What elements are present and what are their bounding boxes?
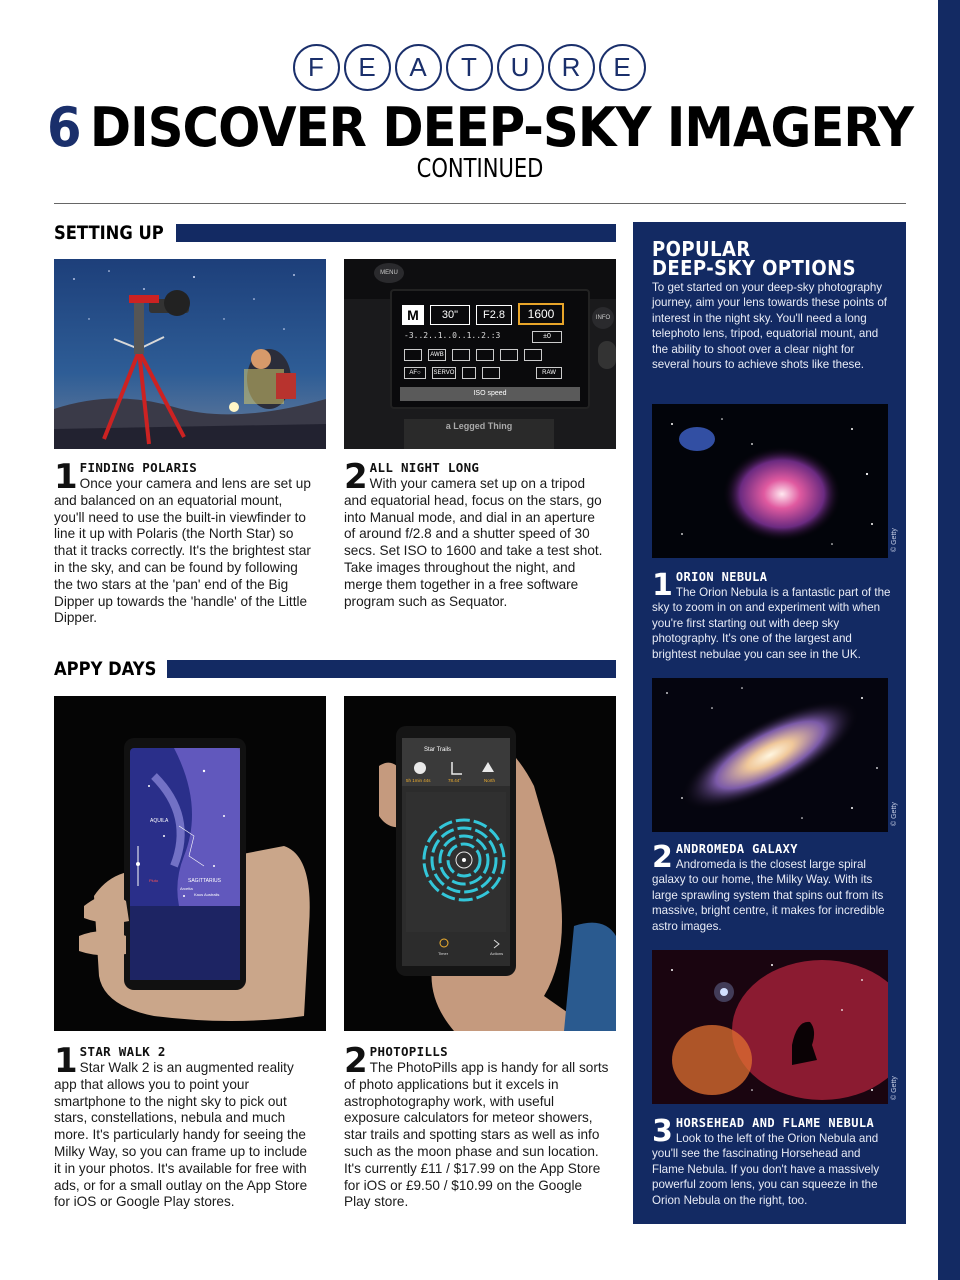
sidebar-title xyxy=(652,237,868,280)
item-title: ORION NEBULA xyxy=(675,570,768,584)
camera-aperture: F2.8 xyxy=(476,305,512,325)
item-title: ANDROMEDA GALAXY xyxy=(675,842,798,856)
photo-star-walk-phone xyxy=(54,696,326,1031)
camera-raw: RAW xyxy=(536,367,562,379)
photo-photopills-phone xyxy=(344,696,616,1031)
feature-letter: A xyxy=(395,44,442,91)
photopills-title: Star Trails xyxy=(424,747,452,753)
camera-lcd-screen xyxy=(390,289,590,409)
item-body: Andromeda is the closest large spiral galaxy to our home, the Milky Way. With its large sprawling system that spins out from its massive, bright centre, it makes for incredible astro images. xyxy=(652,858,885,933)
image-andromeda-galaxy xyxy=(652,678,888,832)
item-title: PHOTOPILLS xyxy=(369,1044,448,1059)
image-credit: © Getty xyxy=(891,802,898,826)
sidebar-item-horsehead xyxy=(652,1116,892,1208)
item-title: FINDING POLARIS xyxy=(79,460,198,475)
item-body: The PhotoPills app is handy for all sorts of photo applications but it excels in astrophotography work, with useful exposure calculators for meteor showers, star trails and spotting stars as well as info such as the moon phase and sun location. It's currently £11 / $17.99 on the App Store for iOS or £9.50 / $10.99 on the Google Play store. xyxy=(344,1060,609,1210)
photopills-button-actions: Actions xyxy=(490,951,504,956)
starwalk-label-pluto: Pluto xyxy=(149,878,159,883)
camera-awb: AWB xyxy=(428,349,446,361)
photo-polaris-setup xyxy=(54,259,326,449)
sidebar-title-line-1: POPULAR xyxy=(652,237,751,261)
sidebar-deep-sky-options xyxy=(633,222,906,1224)
page-subtitle: CONTINUED xyxy=(416,154,544,184)
camera-exp-comp: ±0 xyxy=(532,331,562,343)
feature-letter: E xyxy=(344,44,391,91)
item-body: Look to the left of the Orion Nebula and you'll see the fascinating Horsehead and Flame Nebula. If you don't have a massively powerful zoom lens, you can squeeze in the Orion Nebula on the right, too. xyxy=(652,1132,880,1207)
item-body: The Orion Nebula is a fantastic part of the sky to zoom in on and experiment with when you're first starting out with deep sky photography. It's one of the largest and brightest nebulae you can see in the UK. xyxy=(652,586,891,661)
item-number: 1 xyxy=(652,568,673,603)
appy-days-item-2 xyxy=(344,1041,610,1211)
image-horsehead-flame-nebula xyxy=(652,950,888,1104)
section-number: 6 xyxy=(46,96,81,159)
item-number: 3 xyxy=(652,1114,673,1149)
section-heading-label: SETTING UP xyxy=(54,222,164,244)
camera-info-button: INFO xyxy=(592,307,614,329)
camera-exposure-scale: -3..2..1..0..1..2.:3 xyxy=(404,331,501,340)
section-heading-bar xyxy=(176,224,616,242)
section-heading-setting-up xyxy=(54,222,616,244)
item-title: ALL NIGHT LONG xyxy=(369,460,480,475)
feature-letter: T xyxy=(446,44,493,91)
camera-servo: SERVO xyxy=(432,367,456,379)
photopills-stat-3: North xyxy=(484,778,496,783)
item-number: 1 xyxy=(54,1041,78,1081)
item-body: Once your camera and lens are set up and balanced on an equatorial mount, you'll need to use the built-in viewfinder to line it up with Polaris (the North Star) so that it tracks correctly. It's the brightest star in the sky, and can be found by following the two stars at the 'pan' end of the Big Dipper up towards the 'handle' of the Little Dipper. xyxy=(54,476,311,626)
item-number: 1 xyxy=(54,457,78,497)
photopills-stat-2: 78.44° xyxy=(448,778,462,783)
camera-mode: M xyxy=(402,305,424,325)
camera-shutter: 30" xyxy=(430,305,470,325)
feature-letter: U xyxy=(497,44,544,91)
image-credit: © Getty xyxy=(891,528,898,552)
camera-bottom-label: ISO speed xyxy=(400,387,580,401)
starwalk-label-kaus: Kaus Australis xyxy=(194,892,220,897)
feature-kicker xyxy=(0,44,938,91)
photopills-button-timer: Timer xyxy=(438,951,449,956)
photopills-stat-1: 5h 1min 44s xyxy=(406,778,431,783)
page-title-text: DISCOVER DEEP-SKY IMAGERY xyxy=(89,96,914,159)
photo-camera-settings xyxy=(344,259,616,449)
sidebar-title-line-2: DEEP-SKY OPTIONS xyxy=(652,256,857,280)
camera-af: AF○ xyxy=(404,367,426,379)
page-title xyxy=(38,96,921,160)
starwalk-label-aquila: AQUILA xyxy=(150,818,169,824)
sidebar-item-andromeda xyxy=(652,842,892,934)
sidebar-intro: To get started on your deep-sky photography journey, aim your lens towards these points of interest in the night sky. You'll need a long telephoto lens, tripod, equatorial mount, and the ability to shoot over a clear night for several hours to achieve shots like these. xyxy=(652,281,887,372)
camera-iso: 1600 xyxy=(518,303,564,325)
feature-letter: R xyxy=(548,44,595,91)
header-divider xyxy=(54,203,906,204)
sidebar-item-orion xyxy=(652,570,892,662)
starwalk-label-sagittarius: SAGITTARIUS xyxy=(188,878,221,884)
starwalk-label-arcetta: Arcetta xyxy=(180,886,193,891)
feature-letter: F xyxy=(293,44,340,91)
item-title: STAR WALK 2 xyxy=(79,1044,166,1059)
item-number: 2 xyxy=(344,1041,368,1081)
section-heading-appy-days xyxy=(54,658,616,680)
section-heading-label: APPY DAYS xyxy=(54,658,157,680)
item-number: 2 xyxy=(652,840,673,875)
feature-letter: E xyxy=(599,44,646,91)
image-credit: © Getty xyxy=(891,1076,898,1100)
item-body: Star Walk 2 is an augmented reality app that allows you to point your smartphone to the night sky to pick out stars, constellations, nebula and much more. It's particularly handy for seeing the Milky Way, so you can frame up to include it in your photos. It's available for free with ads, or for a small outlay on the App Store for iOS or Google Play stores. xyxy=(54,1060,308,1210)
page-edge-bar xyxy=(938,0,960,1280)
item-body: With your camera set up on a tripod and equatorial head, focus on the stars, go into Manual mode, and dial in an aperture of around f/2.8 and a shutter speed of 30 secs. Set ISO to 1600 and take a test shot. Take images throughout the night, and merge them together in a free software program such as Sequator. xyxy=(344,476,603,609)
item-title: HORSEHEAD AND FLAME NEBULA xyxy=(675,1116,875,1130)
image-orion-nebula xyxy=(652,404,888,558)
camera-strap-text: a Legged Thing xyxy=(404,419,554,449)
setting-up-item-2 xyxy=(344,457,606,610)
section-heading-bar xyxy=(167,660,616,678)
camera-menu-button: MENU xyxy=(374,263,404,283)
item-number: 2 xyxy=(344,457,368,497)
appy-days-item-1 xyxy=(54,1041,316,1211)
setting-up-item-1 xyxy=(54,457,312,627)
